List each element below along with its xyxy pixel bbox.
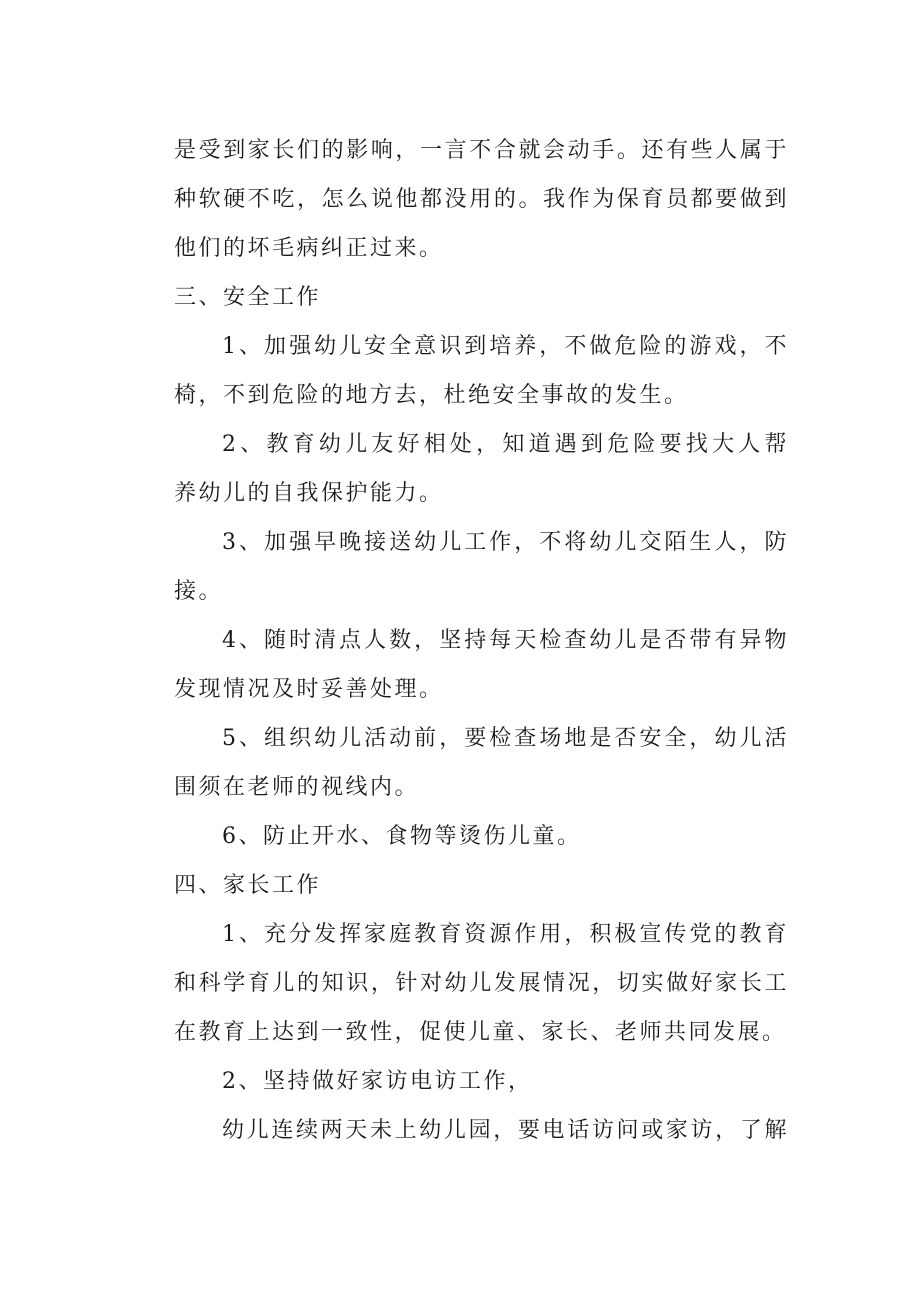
text-line: 6、防止开水、食物等烫伤儿童。 [222,824,582,849]
text-line: 四、家长工作 [174,873,322,898]
text-line: 和科学育儿的知识，针对幼儿发展情况，切实做好家长工 [174,971,789,996]
text-line: 养幼儿的自我保护能力。 [174,481,444,506]
text-line: 接。 [174,579,224,604]
text-line: 围须在老师的视线内。 [174,775,420,800]
text-line: 发现情况及时妥善处理。 [174,677,444,702]
text-line: 他们的坏毛病纠正过来。 [174,236,444,261]
text-line: 幼儿连续两天未上幼儿园，要电话访问或家访，了解 [222,1118,789,1143]
text-line: 3、加强早晚接送幼儿工作，不将幼儿交陌生人，防 [222,530,789,555]
text-line: 1、充分发挥家庭教育资源作用，积极宣传党的教育 [222,922,789,947]
text-line: 5、组织幼儿活动前，要检查场地是否安全，幼儿活 [222,726,789,751]
text-line: 是受到家长们的影响，一言不合就会动手。还有些人属于 [174,138,789,163]
text-line: 2、教育幼儿友好相处，知道遇到危险要找大人帮 [222,432,789,457]
text-line: 种软硬不吃，怎么说他都没用的。我作为保育员都要做到 [174,187,789,212]
text-line: 4、随时清点人数，坚持每天检查幼儿是否带有异物 [222,628,789,653]
text-line: 在教育上达到一致性，促使儿童、家长、老师共同发展。 [174,1020,787,1045]
text-line: 三、安全工作 [174,285,322,310]
document-body [174,126,789,1155]
text-line: 1、加强幼儿安全意识到培养，不做危险的游戏，不 [222,334,789,359]
text-line: 椅，不到危险的地方去，杜绝安全事故的发生。 [174,383,689,408]
text-line: 2、坚持做好家访电访工作， [222,1069,533,1094]
